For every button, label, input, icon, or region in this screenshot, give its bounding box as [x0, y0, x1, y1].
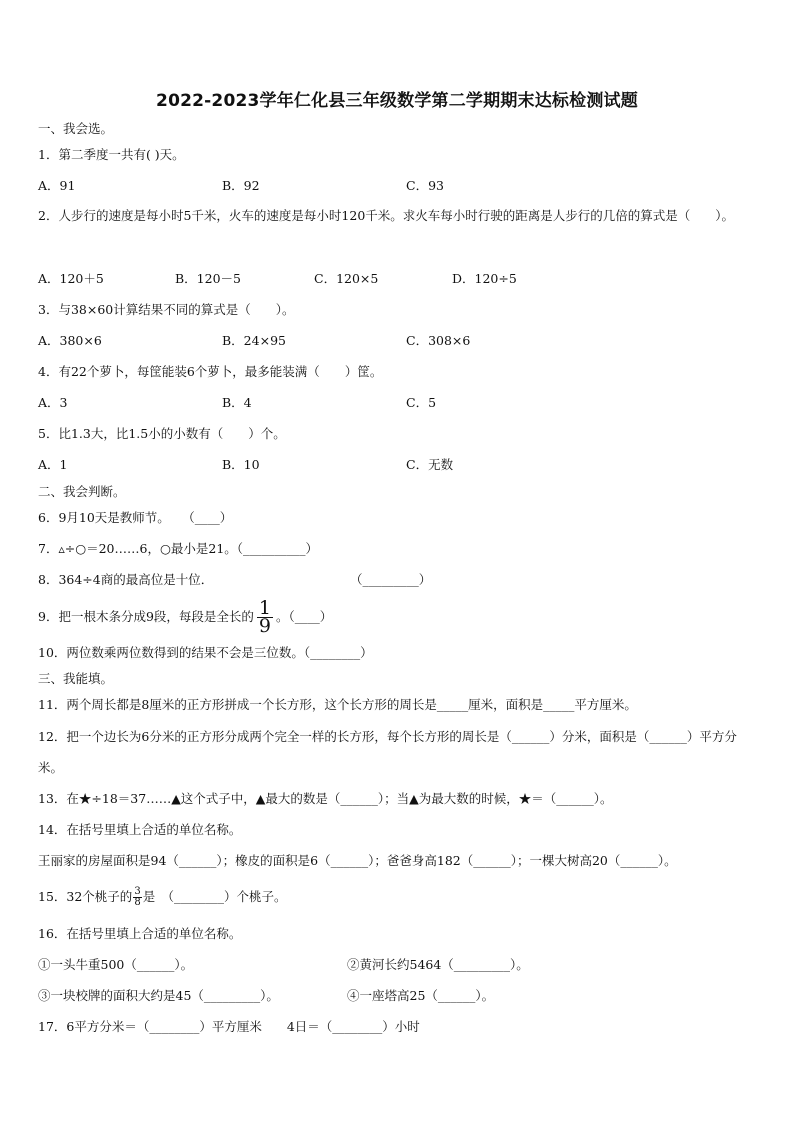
question-7: 7．▵÷○＝20……6，○最小是21。（__________）	[38, 541, 319, 556]
question-16-item-2: ②黄河长约5464（_________）。	[347, 957, 529, 972]
q3-option-a: A．380×6	[38, 333, 102, 348]
q9-fraction	[257, 597, 273, 637]
section-heading-fill: 三、我能填。	[38, 671, 114, 686]
question-9	[38, 597, 333, 637]
q9-numerator: 1	[258, 597, 272, 619]
q4-option-b: B．4	[222, 395, 252, 410]
question-6: 6．9月10天是教师节。 （____）	[38, 510, 233, 525]
q9-text-before: 9．把一根木条分成9段，每段是全长的	[38, 609, 254, 624]
question-14: 14．在括号里填上合适的单位名称。	[38, 822, 242, 837]
question-8-answer: （_________）	[350, 572, 432, 587]
q15-numerator: 3	[134, 886, 141, 897]
question-5: 5．比1.3大，比1.5小的小数有（ ）个。	[38, 426, 286, 441]
q2-option-c: C．120×5	[314, 271, 379, 286]
q2-option-b: B．120－5	[175, 271, 241, 286]
q1-option-c: C．93	[406, 178, 444, 193]
q2-option-d: D．120÷5	[452, 271, 517, 286]
q4-option-c: C．5	[406, 395, 437, 410]
section-heading-judge: 二、我会判断。	[38, 484, 126, 499]
question-16-item-1: ①一头牛重500（______）。	[38, 957, 194, 972]
question-8: 8．364÷4商的最高位是十位．	[38, 572, 214, 587]
question-13: 13．在★÷18＝37……▲这个式子中，▲最大的数是（______）；当▲为最大数的时候，★＝（______）。	[38, 791, 613, 806]
question-17: 17．6平方分米＝（________）平方厘米 4日＝（________）小时	[38, 1019, 420, 1034]
q1-option-a: A．91	[38, 178, 76, 193]
question-4: 4．有22个萝卜，每筐能装6个萝卜，最多能装满（ ）筐。	[38, 364, 383, 379]
question-12: 12．把一个边长为6分米的正方形分成两个完全一样的长方形，每个长方形的周长是（______）分米，面积是（______）平方分米。	[38, 729, 737, 775]
q9-denominator: 9	[258, 615, 272, 637]
q5-option-b: B．10	[222, 457, 260, 472]
q15-fraction	[133, 887, 141, 908]
q15-text-before: 15．32个桃子的	[38, 889, 133, 904]
q1-option-b: B．92	[222, 178, 260, 193]
question-14-line: 王丽家的房屋面积是94（______）；橡皮的面积是6（______）；爸爸身高182（______）；一棵大树高20（______）。	[38, 853, 677, 868]
question-16-item-3: ③一块校牌的面积大约是45（_________）。	[38, 988, 279, 1003]
q5-option-a: A．1	[38, 457, 68, 472]
question-11: 11．两个周长都是8厘米的正方形拼成一个长方形，这个长方形的周长是_____厘米，面积是_____平方厘米。	[38, 697, 637, 712]
q15-text-after: 是 （________）个桃子。	[142, 889, 287, 904]
page-title: 2022-2023学年仁化县三年级数学第二学期期末达标检测试题	[156, 91, 638, 111]
q5-option-c: C．无数	[406, 457, 454, 472]
q4-option-a: A．3	[38, 395, 68, 410]
question-2: 2．人步行的速度是每小时5千米，火车的速度是每小时120千米。求火车每小时行驶的距离是人步行的几倍的算式是（ ）。	[38, 208, 735, 223]
question-1: 1．第二季度一共有( )天。	[38, 147, 185, 162]
question-15	[38, 880, 286, 914]
q3-option-c: C．308×6	[406, 333, 471, 348]
question-10: 10．两位数乘两位数得到的结果不会是三位数。（________）	[38, 645, 373, 660]
q9-text-after: 。（____）	[276, 609, 333, 624]
question-3: 3．与38×60计算结果不同的算式是（ ）。	[38, 302, 295, 317]
q2-option-a: A．120＋5	[38, 271, 104, 286]
question-16: 16．在括号里填上合适的单位名称。	[38, 926, 242, 941]
section-heading-choice: 一、我会选。	[38, 121, 114, 136]
q3-option-b: B．24×95	[222, 333, 286, 348]
question-16-item-4: ④一座塔高25（______）。	[347, 988, 495, 1003]
q15-denominator: 8	[134, 897, 141, 908]
